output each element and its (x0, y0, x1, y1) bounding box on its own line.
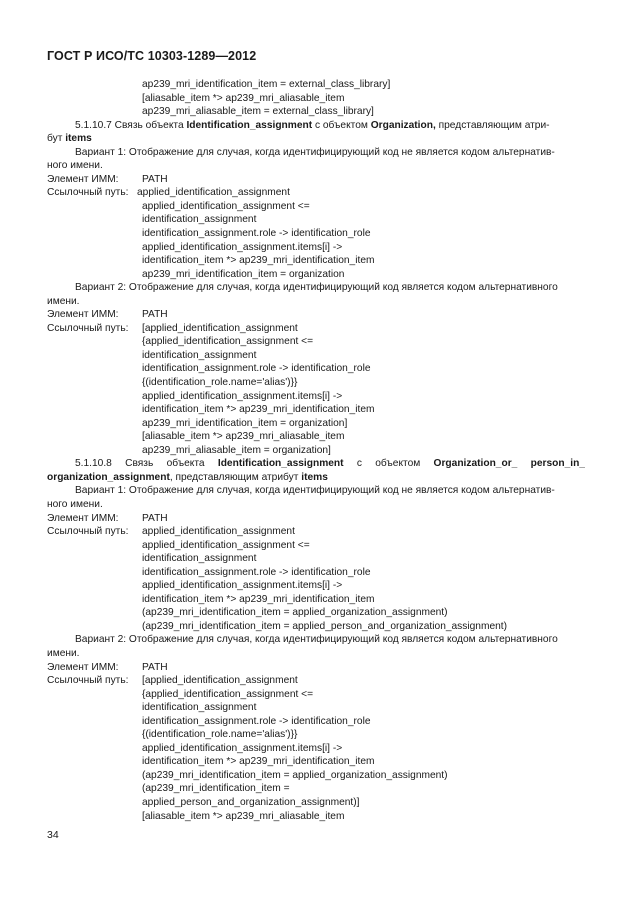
path-line: {(identification_role.name='alias')}} (142, 377, 298, 389)
path-line: applied_identification_assignment.items[i] -> (142, 241, 343, 253)
path-line: identification_assignment (142, 349, 257, 361)
path-line: identification_assignment (142, 553, 257, 565)
aim-element-row (47, 308, 585, 322)
reference-path-row (47, 322, 585, 336)
aim-element-label: Элемент ИММ: (47, 309, 119, 321)
path-line: identification_assignment.role -> identification_role (142, 363, 371, 375)
path-line: applied_person_and_organization_assignment)] (142, 796, 360, 808)
path-line: (ap239_mri_identification_item = applied_person_and_organization_assignment) (142, 620, 508, 632)
variant-1-description: Вариант 1: Отображение для случая, когда идентифицирующий код не является кодом альтернатив- (75, 485, 555, 497)
aim-element-label: Элемент ИММ: (47, 512, 119, 524)
path-line: ap239_mri_identification_item = organization] (142, 417, 348, 429)
variant-2-description-cont: имени. (47, 647, 80, 659)
section-heading-continuation: бут items (47, 133, 92, 145)
path-line: (ap239_mri_identification_item = (142, 783, 290, 795)
path-line: applied_identification_assignment (137, 187, 290, 199)
path-line: (ap239_mri_identification_item = applied_organization_assignment) (142, 607, 448, 619)
document-body (47, 78, 585, 823)
path-line: identification_assignment.role -> identification_role (142, 715, 371, 727)
path-line: identification_item *> ap239_mri_identification_item (142, 593, 375, 605)
section-heading-5-1-10-7: 5.1.10.7 Связь объекта Identification_assignment с объектом Organization, представляющим атри- (75, 119, 550, 131)
reference-path-label: Ссылочный путь: (47, 322, 129, 334)
path-line: [aliasable_item *> ap239_mri_aliasable_item (142, 810, 345, 822)
variant-2-description: Вариант 2: Отображение для случая, когда идентифицирующий код является кодом альтернативного (75, 634, 558, 646)
path-line: identification_assignment.role -> identification_role (142, 228, 371, 240)
aim-element-value: PATH (142, 661, 168, 673)
path-line: ap239_mri_aliasable_item = organization] (142, 444, 331, 456)
path-line: identification_item *> ap239_mri_identification_item (142, 404, 375, 416)
path-line: applied_identification_assignment.items[i] -> (142, 742, 343, 754)
path-line: [aliasable_item *> ap239_mri_aliasable_item (142, 92, 345, 104)
reference-path-label: Ссылочный путь: (47, 526, 129, 538)
document-header: ГОСТ Р ИСО/ТС 10303-1289—2012 (47, 49, 257, 63)
path-line: [applied_identification_assignment (142, 322, 298, 334)
aim-element-value: PATH (142, 512, 168, 524)
path-line: identification_assignment (142, 702, 257, 714)
variant-2-description: Вариант 2: Отображение для случая, когда идентифицирующий код является кодом альтернативного (75, 282, 558, 294)
variant-1-description-cont: ного имени. (47, 498, 103, 510)
reference-path-row (47, 186, 585, 200)
path-line: {applied_identification_assignment <= (142, 336, 314, 348)
variant-1-description: Вариант 1: Отображение для случая, когда идентифицирующий код не является кодом альтернатив- (75, 146, 555, 158)
reference-path-row (47, 674, 585, 688)
aim-element-value: PATH (142, 173, 168, 185)
reference-path-row (47, 525, 585, 539)
aim-element-label: Элемент ИММ: (47, 661, 119, 673)
path-line: identification_assignment.role -> identification_role (142, 566, 371, 578)
path-line: [applied_identification_assignment (142, 675, 298, 687)
path-line: applied_identification_assignment <= (142, 200, 310, 212)
variant-2-description-cont: имени. (47, 295, 80, 307)
path-line: identification_item *> ap239_mri_identification_item (142, 255, 375, 267)
aim-element-value: PATH (142, 309, 168, 321)
path-line: applied_identification_assignment <= (142, 539, 310, 551)
path-line: [aliasable_item *> ap239_mri_aliasable_item (142, 431, 345, 443)
section-heading-continuation: organization_assignment, представляющим атрибут items (47, 471, 328, 483)
page-number: 34 (47, 829, 59, 841)
path-line: identification_assignment (142, 214, 257, 226)
reference-path-label: Ссылочный путь: (47, 187, 129, 199)
aim-element-label: Элемент ИММ: (47, 173, 119, 185)
section-heading-5-1-10-8: 5.1.10.8 Связь объекта Identification_assignment с объектом Organization_or_ person_in_ (75, 458, 585, 470)
path-line: ap239_mri_identification_item = external_class_library] (142, 79, 391, 90)
path-line: ap239_mri_aliasable_item = external_class_library] (142, 106, 374, 118)
path-line: applied_identification_assignment.items[i] -> (142, 580, 343, 592)
path-line: (ap239_mri_identification_item = applied_organization_assignment) (142, 769, 448, 781)
path-line: applied_identification_assignment (142, 526, 295, 538)
path-line: applied_identification_assignment.items[i] -> (142, 390, 343, 402)
path-line: identification_item *> ap239_mri_identification_item (142, 756, 375, 768)
path-line: {(identification_role.name='alias')}} (142, 729, 298, 741)
path-line: {applied_identification_assignment <= (142, 688, 314, 700)
aim-element-row (47, 661, 585, 675)
aim-element-row (47, 512, 585, 526)
path-line: ap239_mri_identification_item = organization (142, 268, 345, 280)
variant-1-description-cont: ного имени. (47, 160, 103, 172)
aim-element-row (47, 173, 585, 187)
reference-path-label: Ссылочный путь: (47, 675, 129, 687)
